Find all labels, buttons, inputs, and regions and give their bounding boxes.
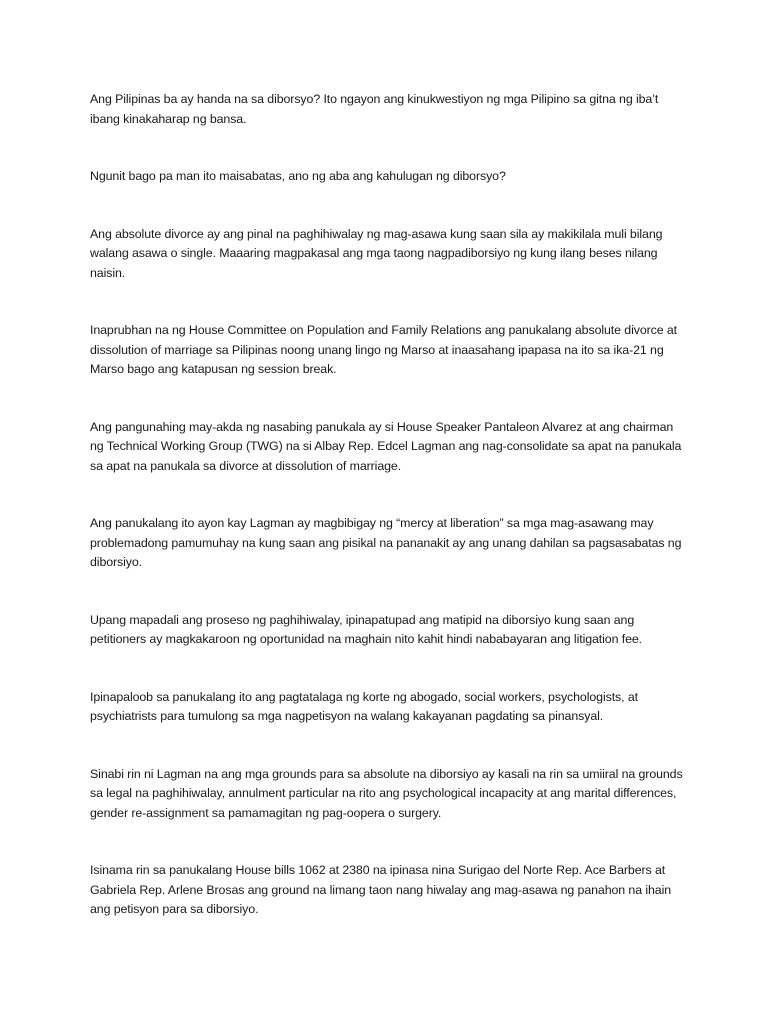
paragraph-6: Ang panukalang ito ayon kay Lagman ay magbibigay ng “mercy at liberation” sa mga mag-asawang may problemadong pamumuhay na kung saan ang pisikal na pananakit ay ang unang dahilan sa pagsasabatas ng diborsiyo.	[90, 516, 682, 569]
document-body	[90, 90, 690, 958]
paragraph-7: Upang mapadali ang proseso ng paghihiwalay, ipinapatupad ang matipid na diborsiyo kung saan ang petitioners ay magkakaroon ng oportunidad na maghain nito kahit hindi nababayaran ang litigation fee.	[90, 612, 642, 646]
paragraph-3: Ang absolute divorce ay ang pinal na paghihiwalay ng mag-asawa kung saan sila ay makikilala muli bilang walang asawa o single. Maaaring magpakasal ang mga taong nagpadiborsiyo ng kung ilang beses nilang naisin.	[90, 226, 663, 280]
paragraph-2: Ngunit bago pa man ito maisabatas, ano ng aba ang kahulugan ng diborsyo?	[90, 169, 506, 183]
paragraph-8: Ipinapaloob sa panukalang ito ang pagtatalaga ng korte ng abogado, social workers, psychologists, at psychiatrists para tumulong sa mga nagpetisyon na walang kakayanan pagdating sa pinansyal.	[90, 689, 638, 723]
paragraph-10: Isinama rin sa panukalang House bills 1062 at 2380 na ipinasa nina Surigao del Norte Rep. Ace Barbers at Gabriela Rep. Arlene Brosas ang ground na limang taon nang hiwalay ang mag-asawa ng panahon na ihain ang petisyon para sa diborsiyo.	[90, 863, 672, 916]
paragraph-9: Sinabi rin ni Lagman na ang mga grounds para sa absolute na diborsiyo ay kasali na rin sa umiiral na grounds sa legal na paghihiwalay, annulment particular na rito ang psychological incapacity at ang marital differences, gender re-assignment sa pamamagitan ng pag-oopera o surgery.	[90, 766, 683, 820]
paragraph-5: Ang pangunahing may-akda ng nasabing panukala ay si House Speaker Pantaleon Alvarez at ang chairman ng Technical Working Group (TWG) na si Albay Rep. Edcel Lagman ang nag-consolidate sa apat na panukala sa apat na panukala sa divorce at dissolution of marriage.	[90, 419, 682, 473]
paragraph-1: Ang Pilipinas ba ay handa na sa diborsyo? Ito ngayon ang kinukwestiyon ng mga Pilipino sa gitna ng iba’t ibang kinakaharap ng bansa.	[90, 92, 659, 126]
paragraph-4: Inaprubhan na ng House Committee on Population and Family Relations ang panukalang absolute divorce at dissolution of marriage sa Pilipinas noong unang lingo ng Marso at inaasahang ipapasa na ito sa ika-21 ng Marso bago ang katapusan ng session break.	[90, 323, 678, 376]
